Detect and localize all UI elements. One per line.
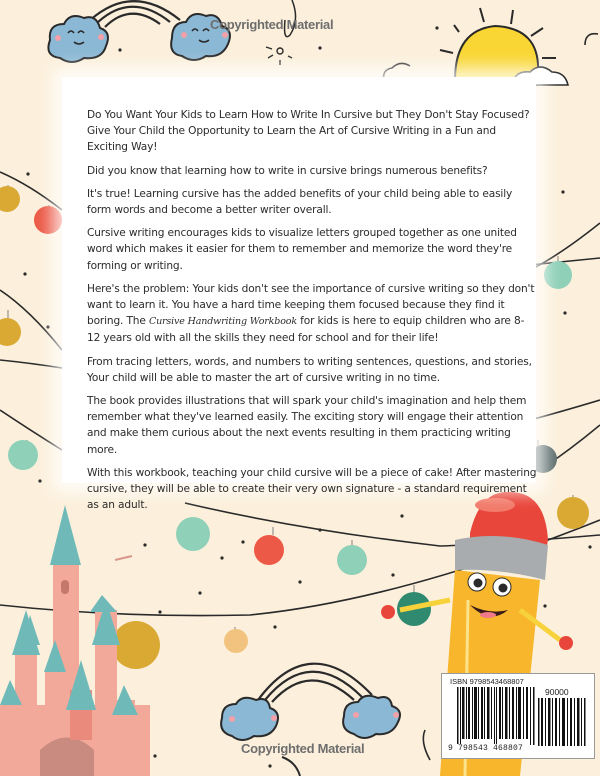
isbn-digits: 9 798543 468807 xyxy=(448,744,524,753)
paragraph-its-true: It's true! Learning cursive has the added benefits of your child being able to easily form words and become a better writer overall. xyxy=(87,187,513,217)
isbn-barcode xyxy=(441,673,595,759)
addon-barcode-bars-icon xyxy=(538,698,586,746)
barcode-bars-icon xyxy=(457,687,535,745)
paragraph-visualize: Cursive writing encourages kids to visualize letters grouped together as one united word which makes it easier for them to remember and memorize the word they're forming or writing. xyxy=(87,227,517,272)
book-description xyxy=(87,107,537,520)
isbn-label: ISBN 9798543468807 xyxy=(450,677,524,686)
headline-paragraph: Do You Want Your Kids to Learn How to Write In Cursive but They Don't Stay Focused? Give Your Child the Opportunity to Learn the Art of Cursive Writing in a Fun and Exciting Way! xyxy=(87,109,530,154)
problem-text-pre: Here's the problem: Your kids don't see the importance of cursive writing so they don't want to learn it. You have a hard time keeping them focused because they find it boring. The xyxy=(87,282,535,328)
paragraph-signature: With this workbook, teaching your child cursive will be a piece of cake! After mastering cursive, they will be able to create their very own signature - a standard requirement as an adult. xyxy=(87,466,537,512)
price-addon-label: 90000 xyxy=(545,687,569,697)
problem-text-post: for kids is here to equip children who are 8-12 years old with all the skills they need for school and for their life! xyxy=(87,315,525,345)
paragraph-benefits-question: Did you know that learning how to write in cursive brings numerous benefits? xyxy=(87,164,488,177)
paragraph-tracing: From tracing letters, words, and numbers to writing sentences, questions, and stories, Your child will be able to master the art of cursive writing in no time. xyxy=(87,355,532,384)
paragraph-illustrations: The book provides illustrations that will spark your child's imagination and help them remember what they've learned easily. The exciting story will engage their attention and make them curious about the next events resulting in them practicing writing more. xyxy=(87,395,527,456)
copyright-watermark-bottom: Copyrighted Material xyxy=(241,741,365,756)
workbook-title: Cursive Handwriting Workbook xyxy=(148,316,297,328)
paragraph-problem xyxy=(87,281,537,347)
copyright-watermark-top: Copyrighted Material xyxy=(210,17,334,32)
